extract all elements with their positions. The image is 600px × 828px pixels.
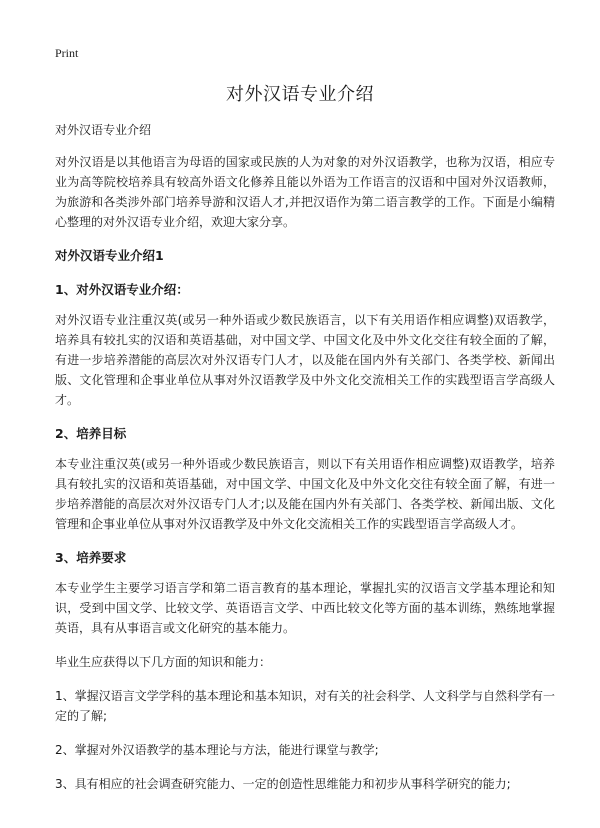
section-3-paragraph: 本专业学生主要学习语言学和第二语言教育的基本理论，掌握扎实的汉语言文学基本理论和知识，受到中国文学、比较文学、英语语言文学、中西比较文化等方面的基本训练，熟练地掌握英语，具有从事语言或文化研究的基本能力。 — [55, 581, 555, 635]
article-subtitle: 对外汉语专业介绍 — [55, 123, 152, 137]
list-item: 3、具有相应的社会调查研究能力、一定的创造性思维能力和初步从事科学研究的能力; — [55, 777, 511, 791]
section-3-heading: 3、培养要求 — [55, 550, 127, 565]
section-2-heading: 2、培养目标 — [55, 426, 127, 441]
intro-paragraph: 对外汉语是以其他语言为母语的国家或民族的人为对象的对外汉语教学，也称为汉语，相应专业为高等院校培养具有较高外语文化修养且能以外语为工作语言的汉语和中国对外汉语教师，为旅游和各类涉外部门培养导游和汉语人才,并把汉语作为第二语言教学的工作。下面是小编精心整理的对外汉语专业介绍，欢迎大家分享。 — [55, 155, 555, 229]
print-link[interactable]: Print — [55, 46, 79, 60]
list-item: 2、掌握对外汉语教学的基本理论与方法，能进行课堂与教学; — [55, 743, 379, 757]
section-2-paragraph: 本专业注重汉英(或另一种外语或少数民族语言，则以下有关用语作相应调整)双语教学，培养具有较扎实的汉语和英语基础，对中国文学、中国文化及中外文化交往有较全面了解，有进一步培养潜能的高层次对外汉语专门人才;以及能在国内外有关部门、各类学校、新闻出版、文化管理和企事业单位从事对外汉语教学及中外文化交流相关工作的实践型语言学高级人才。 — [55, 457, 555, 531]
section-1-paragraph: 对外汉语专业注重汉英(或另一种外语或少数民族语言，以下有关用语作相应调整)双语教学，培养具有较扎实的汉语和英语基础，对中国文学、中国文化及中外文化交往有较全面的了解，有进一步培养潜能的高层次对外汉语专门人才，以及能在国内外有关部门、各类学校、新闻出版、文化管理和企事业单位从事对外汉语教学及中外文化交流相关工作的实践型语言学高级人才。 — [55, 313, 555, 407]
section-heading: 对外汉语专业介绍1 — [55, 248, 164, 263]
page-title: 对外汉语专业介绍 — [226, 84, 374, 105]
section-1-heading: 1、对外汉语专业介绍： — [55, 282, 189, 297]
list-item: 1、掌握汉语言文学学科的基本理论和基本知识，对有关的社会科学、人文科学与自然科学有一定的了解; — [55, 689, 555, 723]
section-3-lead: 毕业生应获得以下几方面的知识和能力： — [55, 655, 272, 669]
article-body — [55, 120, 555, 808]
